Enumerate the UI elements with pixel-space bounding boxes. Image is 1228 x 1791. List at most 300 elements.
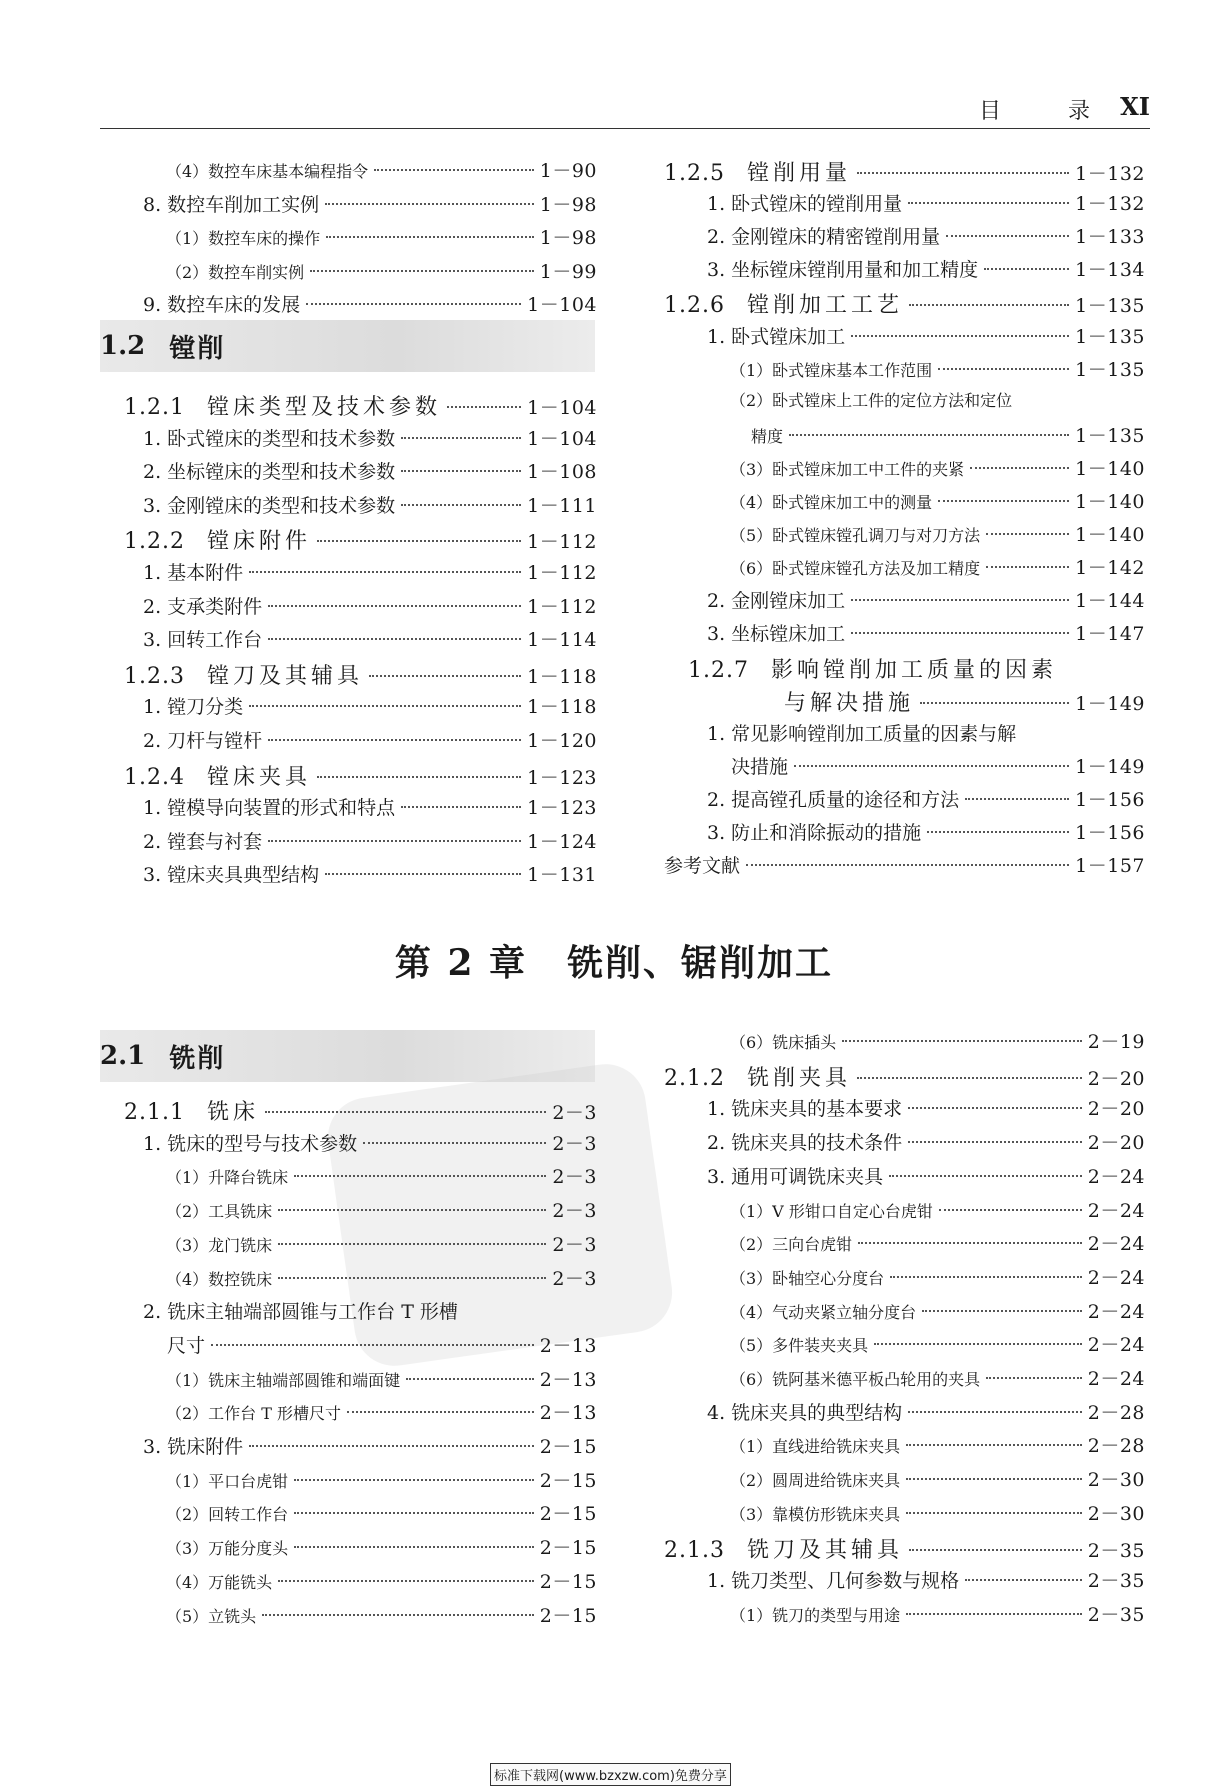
toc-entry[interactable] [143,827,597,854]
toc-entry-label [143,625,262,652]
toc-entry-label [707,189,902,216]
toc-entry-page: 1－112 [527,531,597,554]
toc-entry[interactable] [166,257,597,284]
dot-leader [325,203,534,205]
dot-leader [347,1411,534,1413]
toc-entry-page: 2－13 [539,1334,597,1357]
toc-entry-title: 1. 常见影响镗削加工质量的因素与解 [707,722,1017,745]
toc-entry[interactable] [664,851,1145,878]
toc-entry-label [730,490,932,513]
dot-leader [908,1107,1082,1109]
toc-entry-number: 1.2.1 [124,395,185,420]
toc-entry[interactable] [166,1533,597,1560]
dot-leader [984,268,1069,270]
toc-entry-label [707,818,921,845]
toc-entry-title: 镗削加工工艺 [746,293,903,319]
toc-entry[interactable] [664,156,1145,187]
dot-leader [906,1444,1082,1446]
section-number: 1.2 [100,331,146,361]
toc-entry[interactable] [143,1129,597,1156]
dot-leader [447,406,521,408]
toc-entry[interactable] [730,1330,1145,1357]
toc-entry-page: 1－134 [1075,259,1145,282]
toc-entry-title: （5）卧式镗床镗孔调刀与对刀方法 [730,526,981,546]
dot-leader [938,368,1069,370]
toc-entry-title: （1）直线进给铣床夹具 [730,1437,901,1457]
toc-entry-label [166,1401,341,1424]
toc-entry[interactable] [730,1499,1145,1526]
dot-leader [986,566,1069,568]
toc-entry-page: 1－142 [1075,557,1145,580]
toc-entry-title: 精度 [751,426,784,446]
toc-entry-label [730,1502,900,1525]
dot-leader [278,1243,546,1245]
section-number: 2.1 [100,1041,146,1071]
toc-entry-page: 2－35 [1087,1570,1145,1593]
toc-entry-page: 2－24 [1087,1165,1145,1188]
dot-leader [858,1242,1082,1244]
dot-leader [265,1111,546,1113]
toc-entry-title: 2. 支承类附件 [143,595,263,618]
toc-entry[interactable] [124,659,597,690]
toc-entry-title: 1. 铣床夹具的基本要求 [707,1098,903,1121]
toc-entry[interactable] [707,1162,1145,1189]
dot-leader [249,705,521,707]
toc-entry[interactable] [707,1094,1145,1121]
toc-entry[interactable] [664,1061,1145,1092]
dot-leader [920,702,1069,704]
dot-leader [908,202,1069,204]
toc-entry[interactable] [707,1398,1145,1425]
toc-entry[interactable] [143,860,597,887]
toc-entry-title: 2. 铣床主轴端部圆锥与工作台 T 形槽 [143,1301,458,1324]
toc-entry-page: 2－24 [1087,1368,1145,1390]
toc-entry-label [124,659,363,690]
toc-entry-label [730,1300,916,1323]
toc-entry-title: （2）卧式镗床上工件的定位方法和定位 [730,390,1013,410]
dot-leader [908,1411,1082,1413]
toc-entry-page: 1－149 [1075,692,1145,715]
toc-entry-title: （1）数控车床的操作 [166,229,321,248]
toc-entry-title: 决措施 [731,755,789,778]
toc-entry-page: 1－135 [1075,325,1145,348]
dot-leader [326,236,534,238]
toc-entry-title: 镗床类型及技术参数 [206,395,441,420]
toc-entry-page: 1－156 [1075,822,1145,844]
toc-entry[interactable] [124,390,597,421]
toc-entry-page: 1－123 [527,766,597,789]
toc-entry-title: （3）卧式镗床加工中工件的夹紧 [730,459,965,479]
toc-entry-title: 1. 卧式镗床加工 [707,325,846,348]
dot-leader [794,765,1069,767]
dot-leader [406,1378,534,1380]
dot-leader [909,1549,1082,1551]
toc-entry[interactable] [707,719,1145,746]
toc-entry-title: 3. 通用可调铣床夹具 [707,1165,884,1188]
toc-entry[interactable] [664,1533,1145,1564]
toc-entry[interactable] [166,1230,597,1257]
dot-leader [249,571,521,573]
toc-entry-label [707,586,845,613]
toc-entry[interactable] [167,1331,597,1358]
toc-entry[interactable] [143,290,597,317]
toc-entry-page: 1－98 [539,193,597,216]
toc-entry-title: 镗削用量 [746,161,851,186]
toc-entry-title: 镗床附件 [206,529,311,555]
dot-leader [889,1175,1082,1177]
toc-entry-number: 2.1.3 [664,1537,725,1563]
toc-entry-number: 2.1.2 [664,1065,725,1091]
toc-entry-label [143,290,300,317]
header-label: 目 录 [979,99,1120,124]
toc-entry-page: 1－90 [539,160,597,182]
toc-entry-title: （5）立铣头 [166,1606,257,1626]
toc-entry[interactable] [707,619,1145,646]
toc-entry-title: 2. 铣床夹具的技术条件 [707,1132,903,1155]
toc-entry-label [143,860,319,887]
toc-entry-page: 1－104 [527,294,597,316]
chapter-name: 铣削、锯削加工 [567,942,834,984]
toc-entry[interactable] [730,1600,1145,1627]
toc-entry-title: 1. 镗刀分类 [143,696,244,719]
dot-leader [946,235,1069,237]
toc-entry[interactable] [730,454,1145,481]
toc-entry-label [166,1469,288,1492]
dot-leader [317,540,521,542]
toc-entry-label [707,785,959,812]
toc-entry-label [730,523,980,546]
section-title: 铣削 [169,1043,226,1074]
toc-entry-label [730,1232,852,1255]
toc-entry[interactable] [166,1365,597,1392]
toc-entry-label [143,457,395,484]
toc-entry-title: 2. 镗套与衬套 [143,830,263,853]
toc-entry-page: 2－13 [539,1368,597,1391]
section-heading-1-2 [100,320,595,372]
toc-entry-label [124,760,311,791]
toc-entry-title: （6）铣阿基米德平板凸轮用的夹具 [730,1370,981,1389]
dot-leader [374,169,534,171]
toc-entry-page: 1－118 [527,665,597,688]
toc-entry[interactable] [751,421,1145,448]
toc-entry-label [166,260,304,283]
toc-entry-label [166,226,320,249]
toc-entry[interactable] [730,1297,1145,1324]
dot-leader [909,304,1069,306]
toc-entry-page: 2－24 [1087,1233,1145,1256]
toc-entry-page: 1－144 [1075,590,1145,613]
dot-leader [789,434,1069,436]
dot-leader [211,1344,534,1346]
toc-entry[interactable] [124,524,597,555]
toc-entry[interactable] [166,1601,597,1628]
toc-entry-page: 2－20 [1087,1067,1145,1090]
toc-entry-label [143,1129,357,1156]
toc-entry-page: 2－28 [1087,1435,1145,1458]
toc-entry[interactable] [143,625,597,652]
toc-entry-label [730,1266,884,1289]
toc-entry-title: 1. 卧式镗床的类型和技术参数 [143,427,396,450]
toc-entry-label [143,592,262,619]
dot-leader [401,437,521,439]
dot-leader [857,1077,1082,1079]
toc-entry-title: （4）万能铣头 [166,1572,273,1592]
toc-entry[interactable] [730,553,1145,580]
toc-entry-title: 3. 铣床附件 [143,1436,244,1458]
toc-entry[interactable] [166,1398,597,1425]
toc-entry-page: 1－98 [539,227,597,249]
toc-entry[interactable] [166,1264,597,1291]
toc-entry-page: 1－140 [1075,457,1145,480]
toc-entry-title: 1. 铣刀类型、几何参数与规格 [707,1570,960,1593]
toc-entry[interactable] [143,1432,597,1459]
toc-entry-label [730,1030,836,1053]
toc-entry-page: 2－13 [539,1402,597,1425]
toc-entry[interactable] [688,653,1145,684]
section-title: 镗削 [169,333,226,364]
toc-entry-page: 1－157 [1075,855,1145,878]
toc-entry-page: 2－15 [539,1537,597,1560]
dot-leader [278,1209,546,1211]
toc-entry-title: 3. 坐标镗床镗削用量和加工精度 [707,259,979,282]
dot-leader [317,776,521,778]
toc-entry-page: 1－132 [1075,163,1145,185]
toc-entry-page: 2－3 [552,1132,597,1155]
dot-leader [294,1512,534,1514]
dot-leader [965,1579,1082,1581]
toc-entry[interactable] [166,1162,597,1189]
toc-entry-label [688,653,1057,684]
toc-entry-page: 1－108 [527,461,597,484]
toc-entry[interactable] [730,355,1145,382]
toc-entry[interactable] [730,1027,1145,1054]
toc-entry[interactable] [166,156,597,183]
toc-entry[interactable] [143,692,597,719]
toc-entry-label [664,1061,851,1092]
dot-leader [890,1276,1082,1278]
toc-entry-label [730,1333,868,1356]
toc-entry[interactable] [730,1229,1145,1256]
toc-entry-title: 3. 金刚镗床的类型和技术参数 [143,494,396,517]
toc-entry-label [730,457,964,480]
toc-entry-title: （2）数控车削实例 [166,262,305,282]
toc-entry-page: 1－133 [1075,226,1145,249]
toc-entry[interactable] [166,1499,597,1526]
toc-entry-title: 8. 数控车削加工实例 [143,193,320,216]
toc-entry[interactable] [166,1466,597,1493]
toc-entry[interactable] [143,457,597,484]
toc-entry-page: 2－3 [552,1233,597,1256]
toc-entry-label [730,1468,900,1491]
toc-entry-label [730,1434,900,1457]
toc-entry-number: 2.1.1 [124,1100,185,1125]
toc-entry[interactable] [730,1263,1145,1290]
dot-leader [906,1512,1082,1514]
dot-leader [906,1478,1082,1480]
chapter-title [0,935,1228,986]
toc-entry[interactable] [143,190,597,217]
toc-entry-page: 1－140 [1075,524,1145,547]
toc-entry-label [707,719,1016,746]
toc-entry-page: 2－35 [1087,1539,1145,1562]
dot-leader [401,504,521,506]
toc-entry[interactable] [166,1567,597,1594]
toc-entry-title: （5）多件装夹夹具 [730,1336,869,1356]
dot-leader [262,1614,534,1616]
toc-entry-label [143,793,395,820]
toc-entry-label [707,322,845,349]
toc-entry-title: （2）工作台 T 形槽尺寸 [166,1404,342,1424]
toc-entry-page: 2－3 [552,1200,597,1223]
dot-leader [851,599,1069,601]
toc-entry-label [730,556,980,579]
dot-leader [363,1142,546,1144]
footer-source-link[interactable]: 标准下载网(www.bzxzw.com)免费分享 [490,1763,731,1786]
toc-entry[interactable] [143,726,597,753]
dot-leader [306,303,521,305]
toc-entry-number: 1.2.5 [664,161,725,186]
toc-entry-title: 4. 铣床夹具的典型结构 [707,1401,903,1424]
toc-entry[interactable] [143,793,597,820]
toc-entry-title: （6）铣床插头 [730,1033,837,1052]
toc-entry[interactable] [730,388,1145,411]
toc-entry-title: 1. 基本附件 [143,562,244,584]
toc-entry-label [751,424,783,447]
toc-entry-label [166,1233,272,1256]
toc-entry-label [730,358,932,381]
toc-entry-page: 2－20 [1087,1132,1145,1155]
dot-leader [369,675,521,677]
toc-entry-label [143,424,395,451]
toc-entry-page: 1－135 [1075,358,1145,381]
toc-entry-label [707,1162,883,1189]
toc-entry[interactable] [730,1196,1145,1223]
toc-entry[interactable] [166,223,597,250]
toc-entry-label [143,726,262,753]
dot-leader [851,335,1069,337]
toc-entry-page: 1－149 [1075,755,1145,778]
toc-entry-page: 2－24 [1087,1334,1145,1357]
toc-entry-number: 1.2.6 [664,293,725,319]
toc-entry-title: （2）三向台虎钳 [730,1235,853,1255]
toc-entry[interactable] [143,491,597,518]
toc-entry[interactable] [707,818,1145,845]
dot-leader [986,533,1069,535]
toc-entry-title: （4）数控铣床 [166,1269,273,1289]
toc-entry-page: 2－3 [552,1166,597,1189]
toc-entry-label [707,1566,959,1593]
toc-entry-title: （1）卧式镗床基本工作范围 [730,360,933,380]
toc-entry-label [730,1199,933,1222]
toc-entry-title: 尺寸 [167,1334,206,1357]
toc-entry-title: （1）升降台铣床 [166,1168,289,1188]
section-heading-2-1 [100,1030,595,1082]
toc-entry-title: 9. 数控车床的发展 [143,294,301,316]
toc-entry-page: 2－15 [539,1436,597,1458]
toc-entry-page: 2－35 [1087,1603,1145,1626]
toc-entry[interactable] [124,1095,597,1126]
toc-entry[interactable] [730,1465,1145,1492]
toc-entry-page: 2－15 [539,1604,597,1627]
toc-entry-title: 影响镗削加工质量的因素 [770,657,1057,683]
toc-entry-title: （1）铣床主轴端部圆锥和端面键 [166,1370,401,1390]
toc-entry-title: 镗刀及其辅具 [206,663,363,689]
toc-entry-title: （3）卧轴空心分度台 [730,1268,885,1288]
toc-entry[interactable] [784,686,1145,717]
toc-entry-page: 1－131 [527,864,597,887]
toc-entry[interactable] [730,487,1145,514]
dot-leader [851,632,1069,634]
dot-leader [325,873,521,875]
toc-entry[interactable] [143,424,597,451]
toc-entry[interactable] [707,785,1145,812]
toc-entry-page: 1－104 [527,427,597,450]
toc-entry-label [143,558,243,585]
toc-entry-label [143,827,262,854]
toc-entry-title: 2. 坐标镗床的类型和技术参数 [143,461,396,484]
toc-entry-title: 2. 金刚镗床的精密镗削用量 [707,226,941,249]
dot-leader [939,1209,1082,1211]
toc-entry-page: 2－15 [539,1503,597,1526]
toc-entry-page: 1－99 [539,260,597,283]
toc-entry-label [166,1165,288,1188]
toc-entry[interactable] [707,222,1145,249]
toc-entry-page: 2－15 [539,1570,597,1593]
toc-entry[interactable] [166,1196,597,1223]
dot-leader [268,638,521,640]
toc-entry[interactable] [707,1128,1145,1155]
toc-entry-title: 1. 镗模导向装置的形式和特点 [143,797,396,820]
toc-entry[interactable] [143,1297,597,1324]
toc-entry-number: 1.2.2 [124,529,185,555]
toc-entry-title: 3. 防止和消除振动的措施 [707,822,922,844]
toc-entry-label [143,491,395,518]
toc-entry[interactable] [730,1364,1145,1391]
toc-entry[interactable] [143,592,597,619]
toc-entry-title: 3. 镗床夹具典型结构 [143,864,320,887]
toc-entry-page: 1－124 [527,830,597,853]
toc-entry-label [707,1128,902,1155]
toc-entry-title: 3. 回转工作台 [143,629,263,652]
toc-entry[interactable] [707,586,1145,613]
toc-entry-page: 1－147 [1075,623,1145,646]
toc-entry-label [166,1199,272,1222]
dot-leader [294,1546,534,1548]
toc-entry[interactable] [730,520,1145,547]
toc-entry-page: 2－24 [1087,1266,1145,1289]
toc-entry[interactable] [124,760,597,791]
toc-entry-page: 1－112 [527,595,597,618]
toc-entry[interactable] [707,189,1145,216]
toc-entry-number: 1.2.4 [124,764,185,790]
toc-entry[interactable] [707,322,1145,349]
toc-entry[interactable] [731,752,1145,779]
toc-entry-page: 2－24 [1087,1199,1145,1222]
toc-entry-page: 1－123 [527,797,597,820]
chapter-number: 第 2 章 [394,942,528,984]
toc-entry[interactable] [730,1431,1145,1458]
toc-entry-label [730,1603,900,1626]
toc-entry-title: （3）万能分度头 [166,1539,289,1559]
toc-entry[interactable] [143,558,597,585]
toc-entry-page: 2－3 [552,1102,597,1124]
toc-entry-label [730,388,1012,411]
toc-entry[interactable] [707,1566,1145,1593]
toc-entry-title: 铣刀及其辅具 [746,1537,903,1563]
toc-entry[interactable] [664,288,1145,319]
toc-entry-page: 1－135 [1075,424,1145,447]
toc-entry[interactable] [707,255,1145,282]
